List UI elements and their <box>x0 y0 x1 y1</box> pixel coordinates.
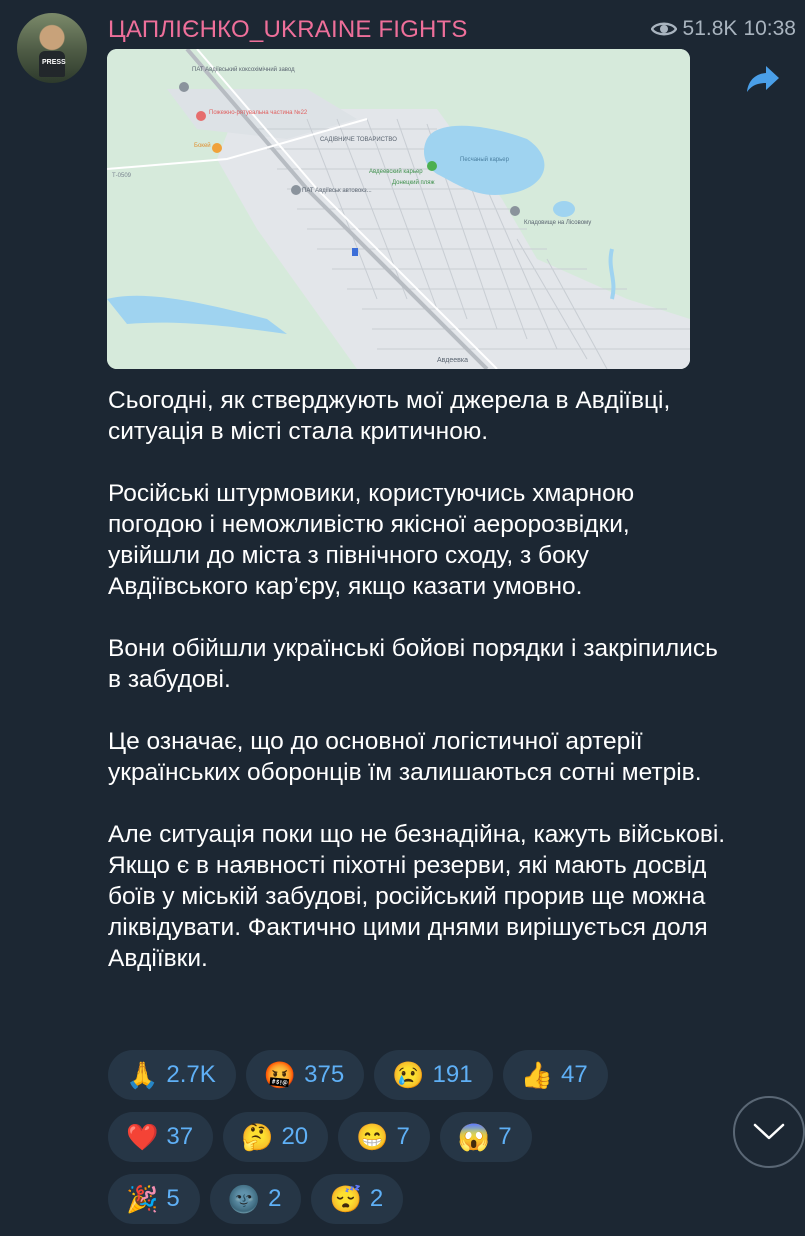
post-paragraph: Це означає, що до основної логістичної артерії українських оборонців їм залишаються сотні метрів. <box>108 728 702 786</box>
map-label-cemetery: Кладовище на Лісовому <box>524 220 592 226</box>
reaction-chip[interactable] <box>374 1050 492 1100</box>
map-label-bus-station: ПАТ Авдіївськ автовокз... <box>302 188 372 194</box>
reaction-count: 191 <box>432 1061 473 1088</box>
channel-avatar[interactable] <box>17 13 87 83</box>
view-count: 51.8K <box>682 17 738 40</box>
post-time: 10:38 <box>743 17 796 40</box>
eye-icon <box>651 20 677 38</box>
reactions <box>108 1050 728 1236</box>
reaction-count: 7 <box>498 1123 512 1150</box>
heart-icon: ❤️ <box>126 1122 159 1152</box>
post-paragraph: Але ситуація поки що не безнадійна, кажуть військові. Якщо є в наявності піхотні резерви, які мають досвід боїв у міській забудові, російський прорив ще можна ліквідувати. Фактично цими днями вирішується доля Авдіївки. <box>108 821 726 972</box>
channel-name[interactable]: ЦАПЛІЄНКО_UKRAINE FIGHTS <box>108 16 468 43</box>
reaction-chip[interactable] <box>503 1050 608 1100</box>
grinning-face-icon: 😁 <box>356 1122 389 1152</box>
reaction-chip[interactable] <box>108 1112 213 1162</box>
pray-icon: 🙏 <box>126 1060 159 1090</box>
map-label-fire-station: Пожежно-рятувальна частина №22 <box>209 110 308 116</box>
map-image[interactable] <box>107 49 690 369</box>
thumbs-up-icon: 👍 <box>520 1060 553 1090</box>
reaction-count: 7 <box>396 1123 410 1150</box>
reaction-chip[interactable] <box>108 1174 200 1224</box>
reaction-chip[interactable] <box>223 1112 328 1162</box>
share-icon <box>746 64 780 94</box>
scroll-down-button[interactable] <box>733 1096 805 1168</box>
map-label-bokei: Бокей <box>194 143 211 149</box>
sleeping-face-icon: 😴 <box>329 1184 362 1214</box>
reaction-count: 2 <box>369 1185 384 1212</box>
share-button[interactable] <box>742 58 784 100</box>
reaction-chip[interactable] <box>338 1112 430 1162</box>
reaction-row <box>108 1174 728 1224</box>
map-label-plant: ПАТ Авдіївський коксохімічний завод <box>192 67 295 73</box>
avatar-press-label: PRESS <box>42 59 66 66</box>
map-label-quarry: Авдеевский карьер <box>369 169 423 175</box>
reaction-row <box>108 1050 728 1100</box>
reaction-count: 47 <box>560 1061 588 1088</box>
map-label-beach: Донецкий пляж <box>392 180 435 186</box>
reaction-count: 2.7K <box>166 1061 216 1088</box>
reaction-chip[interactable] <box>440 1112 532 1162</box>
reaction-row <box>108 1112 728 1162</box>
reaction-chip[interactable] <box>108 1050 236 1100</box>
map-label-road: Т-0509 <box>112 173 132 179</box>
chevron-down-icon <box>752 1122 786 1142</box>
screaming-face-icon: 😱 <box>457 1122 491 1152</box>
reaction-count: 2 <box>268 1185 282 1212</box>
reaction-chip[interactable] <box>210 1174 302 1224</box>
crying-face-icon: 😢 <box>392 1060 425 1090</box>
reaction-chip[interactable] <box>311 1174 403 1224</box>
map-label-city: Авдеевка <box>437 357 469 364</box>
reaction-count: 37 <box>166 1123 194 1150</box>
post-paragraph: Сьогодні, як стверджують мої джерела в Авдіївці, ситуація в місті стала критичною. <box>108 387 671 445</box>
map-label-sand-quarry: Песчаный карьер <box>460 157 509 163</box>
thinking-face-icon: 🤔 <box>241 1122 274 1152</box>
post-paragraph: Вони обійшли українські бойові порядки і закріпились в забудові. <box>108 635 718 693</box>
cursing-face-icon: 🤬 <box>263 1060 297 1090</box>
post-meta <box>651 17 796 41</box>
reaction-count: 20 <box>281 1123 309 1150</box>
reaction-count: 5 <box>166 1185 180 1212</box>
post-text <box>108 385 728 1005</box>
post-paragraph: Російські штурмовики, користуючись хмарною погодою і неможливістю якісної аеророзвідки, увійшли до міста з північного сходу, з боку Авдіївського кар’єру, якщо казати умовно. <box>108 480 635 600</box>
map-graphic <box>107 49 690 369</box>
reaction-chip[interactable] <box>246 1050 364 1100</box>
new-moon-face-icon: 🌚 <box>227 1184 261 1214</box>
reaction-count: 375 <box>304 1061 345 1088</box>
map-label-garden: САДІВНИЧЕ ТОВАРИСТВО <box>320 137 397 143</box>
party-popper-icon: 🎉 <box>126 1184 159 1214</box>
